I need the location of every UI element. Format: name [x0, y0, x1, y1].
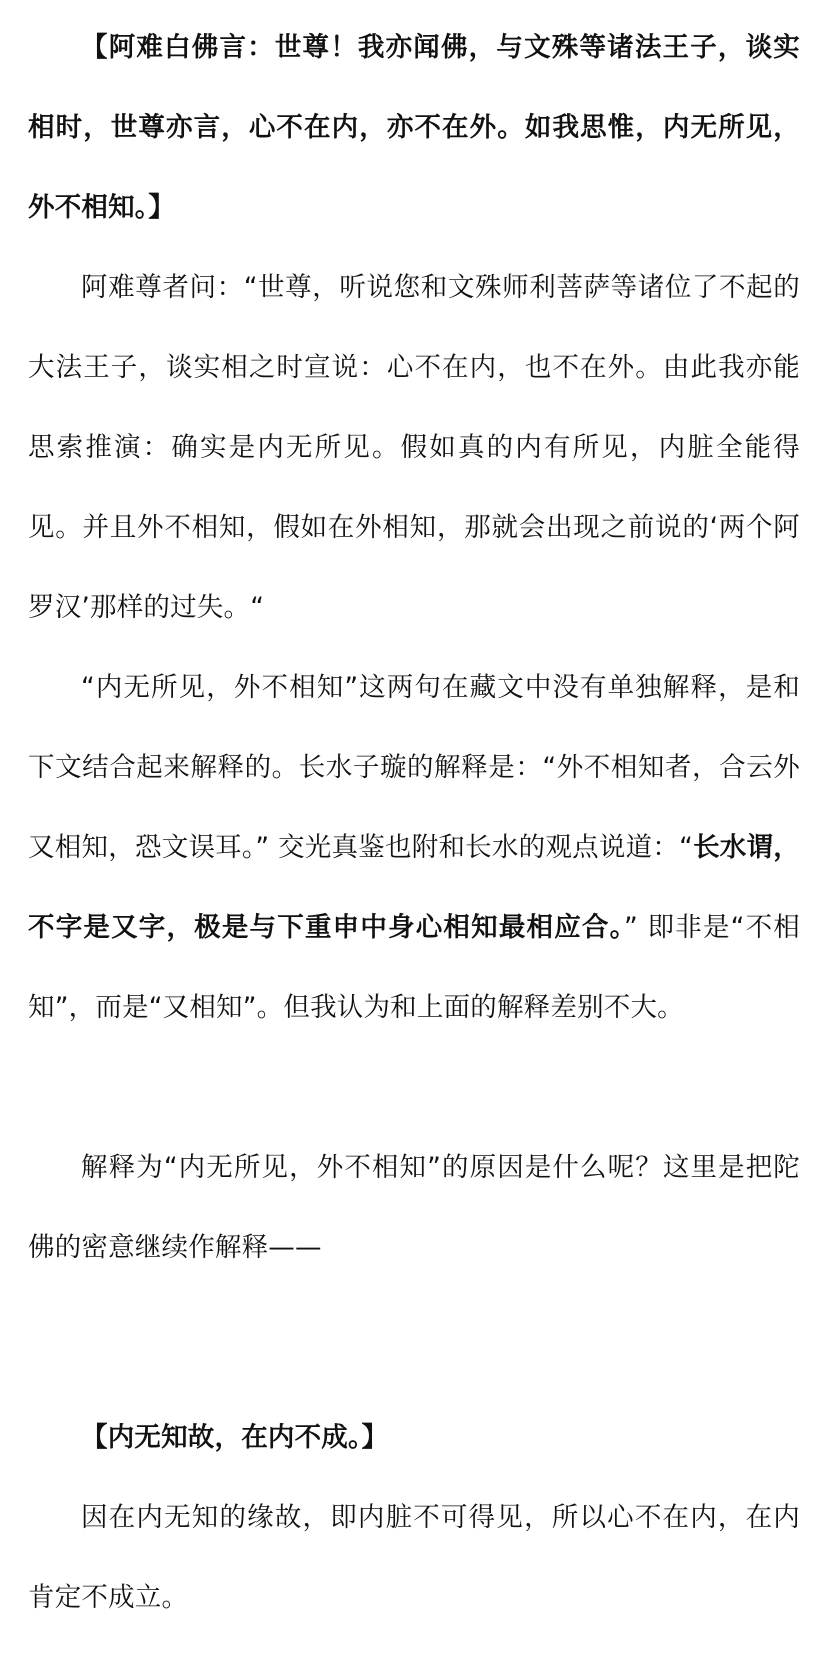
- conclusion-paragraph: 因在内无知的缘故，即内脏不可得见，所以心不在内，在内肯定不成立。: [28, 1502, 800, 1613]
- sutra-quote-heading: 【内无知故，在内不成。】: [81, 1422, 389, 1453]
- commentary-text-part2: ” 即非是“不相知”，而是“又相知”。但我认为和上面的解释差别不大。: [28, 912, 800, 1023]
- commentary-paragraph: [28, 648, 800, 1048]
- explanation-paragraph: 解释为“内无所见，外不相知”的原因是什么呢？这里是把陀佛的密意继续作解释——: [28, 1152, 800, 1263]
- commentary-bold-quote: 长水谓，不字是又字，极是与下重申中身心相知最相应合。: [28, 832, 800, 943]
- commentary-text-part1: “内无所见，外不相知”这两句在藏文中没有单独解释，是和下文结合起来解释的。长水子璇的解释是：“外不相知者，合云外又相知，恐文误耳。” 交光真鉴也附和长水的观点说道：“: [28, 672, 800, 863]
- sutra-quote-paragraph: 【阿难白佛言：世尊！我亦闻佛，与文殊等诸法王子，谈实相时，世尊亦言，心不在内，亦不在外。如我思惟，内无所见，外不相知。】: [28, 32, 800, 223]
- translation-paragraph: 阿难尊者问：“世尊，听说您和文殊师利菩萨等诸位了不起的大法王子，谈实相之时宣说：心不在内，也不在外。由此我亦能思索推演：确实是内无所见。假如真的内有所见，内脏全能得见。并且外不相知，假如在外相知，那就会出现之前说的‘两个阿罗汉’那样的过失。“: [28, 272, 800, 623]
